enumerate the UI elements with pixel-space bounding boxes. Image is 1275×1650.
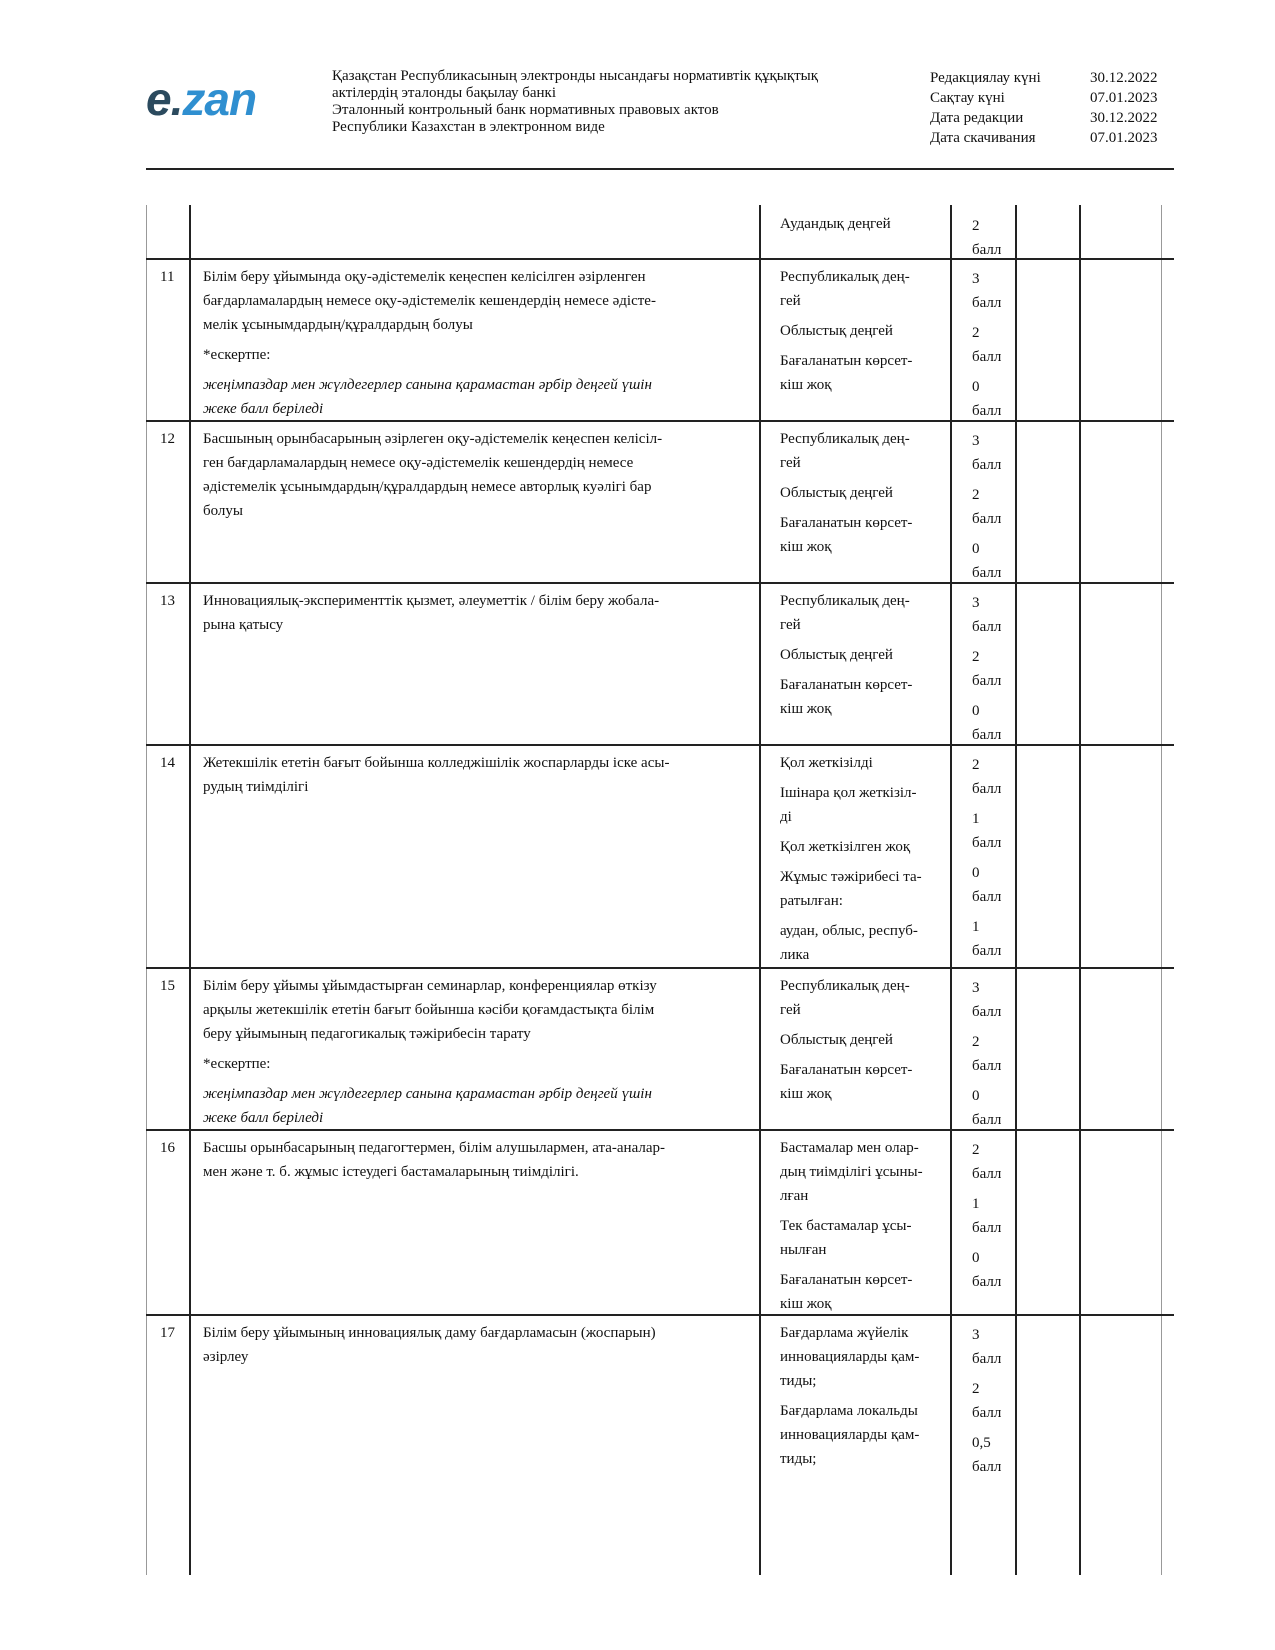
criterion-line: Тек бастамалар ұсы- <box>780 1218 912 1234</box>
criteria-list <box>780 427 912 565</box>
score-list <box>972 976 1001 1138</box>
criteria-list <box>780 974 912 1112</box>
score <box>972 1084 1001 1132</box>
criterion <box>780 265 912 313</box>
row-number: 16 <box>160 1140 175 1156</box>
description-line: болуы <box>203 503 243 519</box>
indicator-description <box>203 589 659 637</box>
criterion-line: Қол жеткізілген жоқ <box>780 839 911 855</box>
score <box>972 1377 1001 1425</box>
criterion-line: Республикалық дең- <box>780 978 910 994</box>
description-line: Инновациялық-эксперименттік қызмет, әлеуметтік / білім беру жобала- <box>203 593 660 609</box>
criterion-line: Бағдарлама локальды <box>780 1403 918 1419</box>
meta-label: Редакциялау күні <box>930 70 1041 86</box>
criterion-line: Бағдарлама жүйелік <box>780 1325 909 1341</box>
column-border <box>189 205 191 1575</box>
criterion-line: Облыстық деңгей <box>780 1032 893 1048</box>
note-line: жеңімпаздар мен жүлдегерлер санына қарамастан әрбір деңгей үшін <box>203 377 652 393</box>
row-number: 13 <box>160 593 175 609</box>
description-line: әдістемелік ұсынымдардың/құралдардың немесе авторлық куәлігі бар <box>203 479 652 495</box>
ezan-logo: e.zan <box>146 73 257 125</box>
description-line: әзірлеу <box>203 1349 249 1365</box>
criterion-line: Республикалық дең- <box>780 431 910 447</box>
score-line: 0 <box>972 865 980 881</box>
description-line: ген бағдарламалардың немесе оқу-әдістемелік кешендердің немесе <box>203 455 634 471</box>
criterion-line: Облыстық деңгей <box>780 485 893 501</box>
criterion-line: гей <box>780 293 801 309</box>
header-meta <box>930 68 1158 148</box>
description-line: бағдарламалардың немесе оқу-әдістемелік кешендердің немесе әдісте- <box>203 293 656 309</box>
score <box>972 483 1001 531</box>
criterion <box>780 1058 912 1106</box>
description-line: рудың тиімділігі <box>203 779 309 795</box>
criterion-line: тиды; <box>780 1451 817 1467</box>
criterion-line: Қол жеткізілді <box>780 755 873 771</box>
criterion <box>780 751 922 775</box>
criterion <box>780 511 912 559</box>
criterion <box>780 643 912 667</box>
criterion-line: кіш жоқ <box>780 377 832 393</box>
criterion <box>780 427 912 475</box>
meta-label: Сақтау күні <box>930 90 1005 106</box>
description-line: арқылы жетекшілік ететін бағыт бойынша кәсіби қоғамдастықта білім <box>203 1002 655 1018</box>
score <box>972 214 1001 262</box>
criterion-line: инновацияларды қам- <box>780 1349 920 1365</box>
criterion <box>780 589 912 637</box>
column-border <box>1161 205 1162 1575</box>
criterion-line: Бағаланатын көрсет- <box>780 1062 913 1078</box>
score-line: балл <box>972 1166 1002 1182</box>
score-line: 2 <box>972 218 980 234</box>
score-line: балл <box>972 457 1002 473</box>
score-line: 0,5 <box>972 1435 991 1451</box>
indicator-description <box>203 1136 665 1184</box>
indicator-description <box>203 265 656 421</box>
criterion <box>780 1214 923 1262</box>
note-text <box>203 373 656 421</box>
column-border <box>950 205 952 1575</box>
score-line: 2 <box>972 1142 980 1158</box>
description-line: рына қатысу <box>203 617 284 633</box>
criteria-list <box>780 751 922 973</box>
score-line: балл <box>972 1351 1002 1367</box>
description-line: беру ұйымының педагогикалық тәжірибесін тарату <box>203 1026 531 1042</box>
row-number: 14 <box>160 755 175 771</box>
score-line: 2 <box>972 1034 980 1050</box>
score <box>972 321 1001 369</box>
criterion-line: гей <box>780 455 801 471</box>
criterion-line: гей <box>780 617 801 633</box>
header-title <box>332 68 818 136</box>
description-line: Басшының орынбасарының әзірлеген оқу-әдістемелік кеңеспен келісіл- <box>203 431 663 447</box>
meta-value: 30.12.2022 <box>1090 110 1158 126</box>
criterion-line: Бастамалар мен олар- <box>780 1140 919 1156</box>
criterion <box>780 673 912 721</box>
score-line: балл <box>972 403 1002 419</box>
description-line: Басшы орынбасарының педагогтермен, білім алушылармен, ата-аналар- <box>203 1140 665 1156</box>
score-line: 2 <box>972 757 980 773</box>
score-line: 0 <box>972 703 980 719</box>
row-number: 15 <box>160 978 175 994</box>
column-border <box>759 205 761 1575</box>
criterion-line: нылған <box>780 1242 827 1258</box>
score-list <box>972 267 1001 429</box>
score <box>972 915 1001 963</box>
score <box>972 375 1001 423</box>
criterion-line: Облыстық деңгей <box>780 647 893 663</box>
meta-label: Дата редакции <box>930 110 1024 126</box>
note-line: жеңімпаздар мен жүлдегерлер санына қарамастан әрбір деңгей үшін <box>203 1086 652 1102</box>
description-line: мелік ұсынымдардың/құралдардың болуы <box>203 317 473 333</box>
score <box>972 1431 1001 1479</box>
row-number: 17 <box>160 1325 175 1341</box>
criterion <box>780 212 891 236</box>
score-line: балл <box>972 1405 1002 1421</box>
description-line: Білім беру ұйымы ұйымдастырған семинарлар, конференциялар өткізу <box>203 978 657 994</box>
criterion-line: ді <box>780 809 792 825</box>
criterion-line: Республикалық дең- <box>780 269 910 285</box>
score-line: 2 <box>972 1381 980 1397</box>
score <box>972 267 1001 315</box>
criterion-line: Республикалық дең- <box>780 593 910 609</box>
criterion <box>780 974 912 1022</box>
score-list <box>972 1138 1001 1300</box>
indicator-description <box>203 427 662 523</box>
meta-value: 07.01.2023 <box>1090 130 1158 146</box>
score <box>972 429 1001 477</box>
meta-label: Дата скачивания <box>930 130 1036 146</box>
score <box>972 1138 1001 1186</box>
score-line: 0 <box>972 1250 980 1266</box>
score-line: 1 <box>972 919 980 935</box>
score-line: балл <box>972 565 1002 581</box>
criteria-list <box>780 1136 923 1322</box>
criterion-line: кіш жоқ <box>780 539 832 555</box>
score-line: 0 <box>972 1088 980 1104</box>
score-line: балл <box>972 673 1002 689</box>
note-label: *ескертпе: <box>203 1056 271 1072</box>
score <box>972 753 1001 801</box>
criterion-line: аудан, облыс, респуб- <box>780 923 918 939</box>
criterion <box>780 919 922 967</box>
criterion <box>780 349 912 397</box>
row-border <box>146 582 1174 584</box>
row-border <box>146 744 1174 746</box>
score <box>972 645 1001 693</box>
score <box>972 537 1001 585</box>
score-line: балл <box>972 1112 1002 1128</box>
criteria-list <box>780 589 912 727</box>
criterion-line: лика <box>780 947 810 963</box>
row-border <box>146 258 1174 260</box>
score-line: балл <box>972 511 1002 527</box>
score-line: 0 <box>972 541 980 557</box>
description-line: Білім беру ұйымының инновациялық даму бағдарламасын (жоспарын) <box>203 1325 656 1341</box>
criterion-line: кіш жоқ <box>780 701 832 717</box>
score-line: балл <box>972 619 1002 635</box>
score-list <box>972 1323 1001 1485</box>
score-list <box>972 214 1001 268</box>
score-line: 3 <box>972 271 980 287</box>
score <box>972 591 1001 639</box>
score-line: балл <box>972 835 1002 851</box>
criterion <box>780 865 922 913</box>
score-line: 3 <box>972 595 980 611</box>
criterion-line: Бағаланатын көрсет- <box>780 1272 913 1288</box>
criterion <box>780 481 912 505</box>
score <box>972 1030 1001 1078</box>
criteria-list <box>780 265 912 403</box>
criteria-list <box>780 1321 919 1477</box>
score-line: балл <box>972 349 1002 365</box>
note-line: жеке балл беріледі <box>203 1110 324 1126</box>
criterion <box>780 1321 919 1393</box>
header-line: Эталонный контрольный банк нормативных правовых актов <box>332 102 719 118</box>
score-line: балл <box>972 889 1002 905</box>
criterion-line: ратылған: <box>780 893 843 909</box>
criterion <box>780 1028 912 1052</box>
score <box>972 1246 1001 1294</box>
score-list <box>972 591 1001 753</box>
criterion-line: Бағаланатын көрсет- <box>780 677 913 693</box>
score-line: балл <box>972 1274 1002 1290</box>
score-line: 2 <box>972 325 980 341</box>
score-line: 0 <box>972 379 980 395</box>
criterion <box>780 319 912 343</box>
score <box>972 1323 1001 1371</box>
header-line: актілердің эталонды бақылау банкі <box>332 85 556 101</box>
criterion-line: гей <box>780 1002 801 1018</box>
description-line: Жетекшілік ететін бағыт бойынша колледжішілік жоспарларды іске асы- <box>203 755 670 771</box>
indicator-description <box>203 974 657 1130</box>
meta-value: 07.01.2023 <box>1090 90 1158 106</box>
score-list <box>972 429 1001 591</box>
criteria-list <box>780 212 891 242</box>
column-border <box>1015 205 1017 1575</box>
score-line: балл <box>972 242 1002 258</box>
criterion <box>780 1399 919 1471</box>
note-text <box>203 1082 657 1130</box>
row-border <box>146 967 1174 969</box>
score-line: 3 <box>972 433 980 449</box>
criterion-line: Облыстық деңгей <box>780 323 893 339</box>
score-line: балл <box>972 1058 1002 1074</box>
note-line: жеке балл беріледі <box>203 401 324 417</box>
row-number: 11 <box>160 269 175 285</box>
score-list <box>972 753 1001 969</box>
criterion <box>780 781 922 829</box>
criterion-line: лған <box>780 1188 809 1204</box>
score <box>972 861 1001 909</box>
score-line: 1 <box>972 1196 980 1212</box>
criterion-line: кіш жоқ <box>780 1086 832 1102</box>
criterion-line: инновацияларды қам- <box>780 1427 920 1443</box>
column-border <box>1079 205 1081 1575</box>
criterion-line: Бағаланатын көрсет- <box>780 515 913 531</box>
description-line: мен және т. б. жұмыс істеудегі бастамаларының тиімділігі. <box>203 1164 579 1180</box>
header-line: Республики Казахстан в электронном виде <box>332 119 605 135</box>
score-line: балл <box>972 727 1002 743</box>
meta-value: 30.12.2022 <box>1090 70 1158 86</box>
score <box>972 699 1001 747</box>
row-border <box>146 1314 1174 1316</box>
criterion-line: Жұмыс тәжірибесі та- <box>780 869 922 885</box>
score <box>972 807 1001 855</box>
indicator-description <box>203 1321 656 1369</box>
criterion <box>780 835 922 859</box>
row-number: 12 <box>160 431 175 447</box>
criterion <box>780 1136 923 1208</box>
score-line: 2 <box>972 649 980 665</box>
score <box>972 976 1001 1024</box>
score-line: 3 <box>972 1327 980 1343</box>
score-line: балл <box>972 1004 1002 1020</box>
criterion <box>780 1268 923 1316</box>
header-divider <box>146 168 1174 170</box>
criterion-line: дың тиімділігі ұсыны- <box>780 1164 923 1180</box>
criterion-line: Бағаланатын көрсет- <box>780 353 913 369</box>
criterion-line: тиды; <box>780 1373 817 1389</box>
criterion-line: Аудандық деңгей <box>780 216 891 232</box>
score-line: 3 <box>972 980 980 996</box>
note-label: *ескертпе: <box>203 347 271 363</box>
criterion-line: кіш жоқ <box>780 1296 832 1312</box>
indicator-description <box>203 751 669 799</box>
score-line: балл <box>972 943 1002 959</box>
score-line: 2 <box>972 487 980 503</box>
header-line: Қазақстан Республикасының электронды нысандағы нормативтік құқықтық <box>332 68 819 84</box>
score-line: балл <box>972 295 1002 311</box>
criterion-line: Ішінара қол жеткізіл- <box>780 785 917 801</box>
score-line: балл <box>972 1459 1002 1475</box>
column-border <box>146 205 147 1575</box>
score-line: балл <box>972 781 1002 797</box>
score-line: балл <box>972 1220 1002 1236</box>
score-line: 1 <box>972 811 980 827</box>
description-line: Білім беру ұйымында оқу-әдістемелік кеңеспен келісілген әзірленген <box>203 269 646 285</box>
score <box>972 1192 1001 1240</box>
